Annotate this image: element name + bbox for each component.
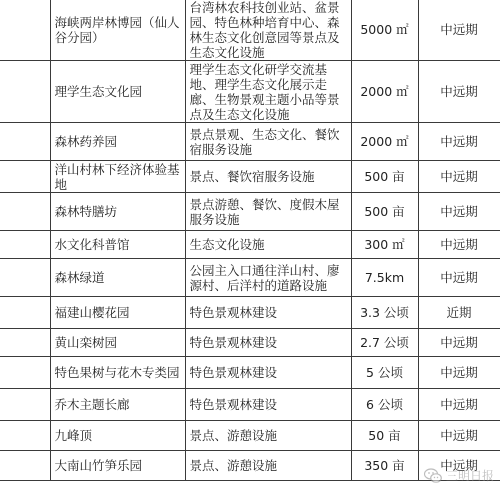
construction-content-cell: 特色景观林建设 bbox=[185, 297, 351, 329]
scale-cell: 5 公顷 bbox=[351, 357, 418, 389]
watermark-text: 三明日报 bbox=[445, 469, 494, 483]
project-name-cell: 森林药养园 bbox=[50, 123, 185, 161]
construction-content-cell: 景点、游憩设施 bbox=[185, 451, 351, 481]
scale-cell: 300 ㎡ bbox=[351, 231, 418, 259]
scale-cell: 3.3 公顷 bbox=[351, 297, 418, 329]
project-name-cell: 森林特膳坊 bbox=[50, 193, 185, 231]
project-name-cell: 洋山村林下经济体验基地 bbox=[50, 161, 185, 193]
project-name-cell: 大南山竹笋乐园 bbox=[50, 451, 185, 481]
period-cell: 中远期 bbox=[418, 259, 500, 297]
table-row bbox=[0, 231, 500, 259]
construction-content-cell: 公园主入口通往洋山村、廖源村、后洋村的道路设施 bbox=[185, 259, 351, 297]
table-row bbox=[0, 297, 500, 329]
table-row bbox=[0, 357, 500, 389]
construction-content-cell: 理学生态文化研学交流基地、理学生态文化展示走廊、生物景观主题小品等景点及生态文化设施 bbox=[185, 61, 351, 123]
scale-cell: 500 亩 bbox=[351, 161, 418, 193]
project-name-cell: 黄山栾树园 bbox=[50, 329, 185, 357]
project-name-cell: 理学生态文化园 bbox=[50, 61, 185, 123]
row-group-cell bbox=[0, 259, 50, 297]
construction-content-cell: 台湾林农科技创业站、盆景园、特色林种培育中心、森林生态文化创意园等景点及生态文化设施 bbox=[185, 0, 351, 61]
project-name-cell: 森林绿道 bbox=[50, 259, 185, 297]
table-row bbox=[0, 193, 500, 231]
construction-content-cell: 特色景观林建设 bbox=[185, 357, 351, 389]
construction-content-cell: 景点景观、生态文化、餐饮宿服务设施 bbox=[185, 123, 351, 161]
project-name-cell: 福建山樱花园 bbox=[50, 297, 185, 329]
project-name-cell: 海峡两岸林博园（仙人谷分园） bbox=[50, 0, 185, 61]
project-name-cell: 九峰顶 bbox=[50, 421, 185, 451]
scale-cell: 50 亩 bbox=[351, 421, 418, 451]
project-name-cell: 水文化科普馆 bbox=[50, 231, 185, 259]
row-group-cell bbox=[0, 357, 50, 389]
construction-content-cell: 特色景观林建设 bbox=[185, 389, 351, 421]
scale-cell: 5000 ㎡ bbox=[351, 0, 418, 61]
period-cell: 中远期 bbox=[418, 329, 500, 357]
period-cell: 中远期 bbox=[418, 389, 500, 421]
scale-cell: 350 亩 bbox=[351, 451, 418, 481]
project-name-cell: 特色果树与花木专类园 bbox=[50, 357, 185, 389]
period-cell: 中远期 bbox=[418, 231, 500, 259]
watermark bbox=[424, 467, 494, 484]
period-cell: 中远期 bbox=[418, 0, 500, 61]
row-group-cell bbox=[0, 231, 50, 259]
project-name-cell: 乔木主题长廊 bbox=[50, 389, 185, 421]
construction-content-cell: 生态文化设施 bbox=[185, 231, 351, 259]
table-row bbox=[0, 61, 500, 123]
construction-content-cell: 景点游憩、餐饮、度假木屋服务设施 bbox=[185, 193, 351, 231]
wechat-icon bbox=[424, 468, 442, 484]
row-group-cell bbox=[0, 297, 50, 329]
construction-content-cell: 景点、游憩设施 bbox=[185, 421, 351, 451]
row-group-cell bbox=[0, 451, 50, 481]
table-row bbox=[0, 389, 500, 421]
table-row bbox=[0, 161, 500, 193]
table-row bbox=[0, 421, 500, 451]
table-row bbox=[0, 259, 500, 297]
period-cell: 中远期 bbox=[418, 451, 500, 481]
period-cell: 中远期 bbox=[418, 61, 500, 123]
row-group-cell bbox=[0, 193, 50, 231]
scale-cell: 7.5km bbox=[351, 259, 418, 297]
row-group-cell bbox=[0, 329, 50, 357]
period-cell: 中远期 bbox=[418, 193, 500, 231]
row-group-cell bbox=[0, 389, 50, 421]
scale-cell: 2000 ㎡ bbox=[351, 123, 418, 161]
scale-cell: 500 亩 bbox=[351, 193, 418, 231]
table-row bbox=[0, 329, 500, 357]
row-group-cell bbox=[0, 61, 50, 123]
scale-cell: 2000 ㎡ bbox=[351, 61, 418, 123]
row-group-cell bbox=[0, 123, 50, 161]
period-cell: 中远期 bbox=[418, 161, 500, 193]
period-cell: 中远期 bbox=[418, 357, 500, 389]
scale-cell: 2.7 公顷 bbox=[351, 329, 418, 357]
construction-content-cell: 特色景观林建设 bbox=[185, 329, 351, 357]
row-group-cell bbox=[0, 161, 50, 193]
period-cell: 近期 bbox=[418, 297, 500, 329]
construction-content-cell: 景点、餐饮宿服务设施 bbox=[185, 161, 351, 193]
period-cell: 中远期 bbox=[418, 421, 500, 451]
row-group-cell bbox=[0, 421, 50, 451]
row-group-cell bbox=[0, 0, 50, 61]
table-row bbox=[0, 123, 500, 161]
scale-cell: 6 公顷 bbox=[351, 389, 418, 421]
period-cell: 中远期 bbox=[418, 123, 500, 161]
table-row bbox=[0, 0, 500, 61]
